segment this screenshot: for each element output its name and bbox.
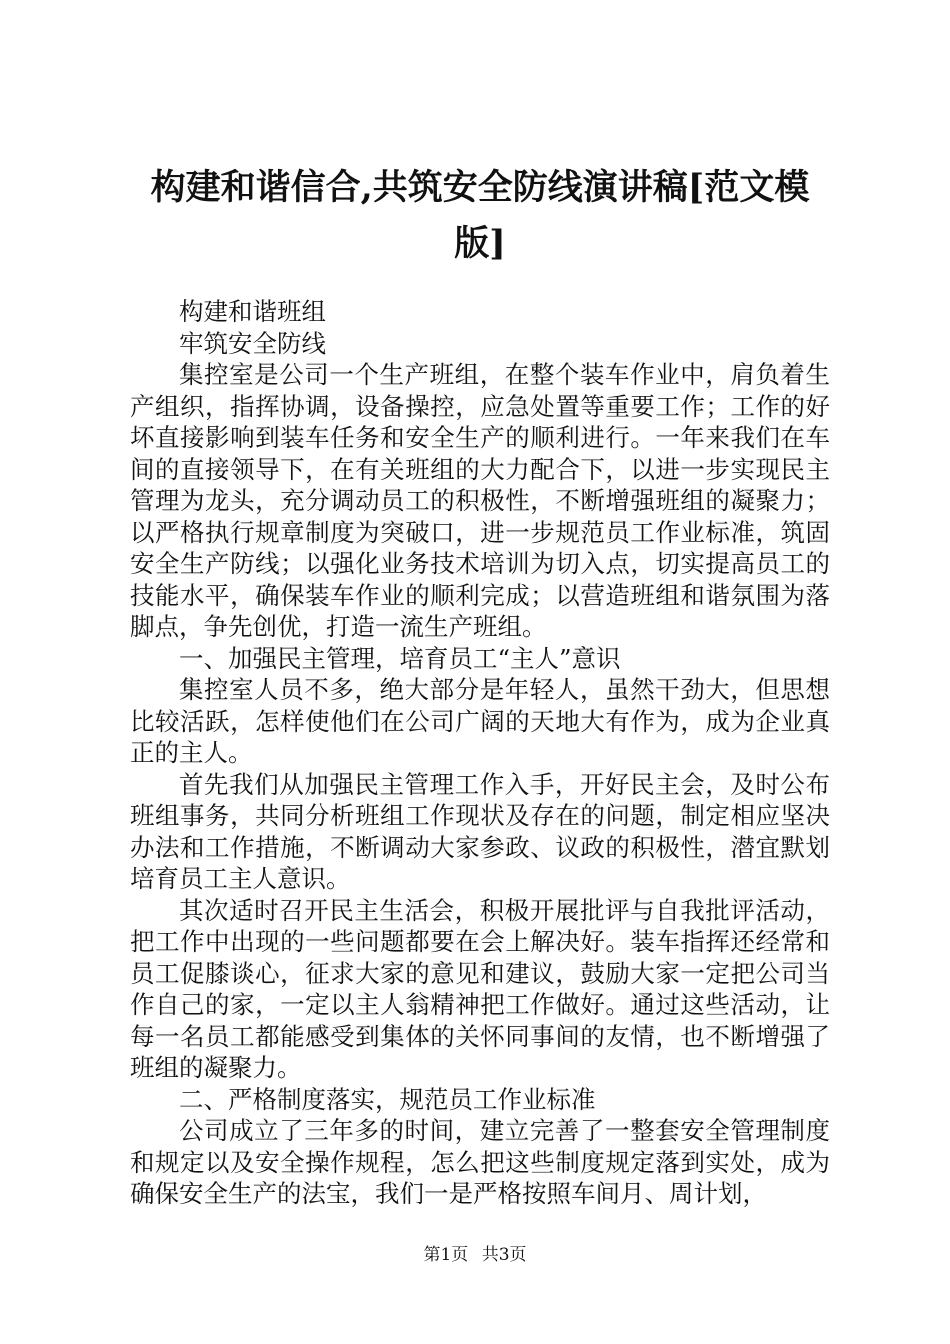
page-footer — [0, 1244, 950, 1266]
paragraph: 构建和谐班组 — [179, 297, 326, 326]
paragraph: 集控室是公司一个生产班组，在整个装车作业中，肩负着生产组织，指挥协调，设备操控，应急处置等重要工作；工作的好坏直接影响到装车任务和安全生产的顺利进行。一年来我们在车间的直接领导下，在有关班组的大力配合下，以进一步实现民主管理为龙头，充分调动员工的积极性，不断增强班组的凝聚力；以严格执行规章制度为突破口，进一步规范员工作业标准，筑固安全生产防线；以强化业务技术培训为切入点，切实提高员工的技能水平，确保装车作业的顺利完成；以营造班组和谐氛围为落脚点，争先创优，打造一流生产班组。 — [130, 360, 830, 641]
paragraph: 集控室人员不多，绝大部分是年轻人，虽然干劲大，但思想比较活跃，怎样使他们在公司广阔的天地大有作为，成为企业真正的主人。 — [130, 675, 830, 767]
section-heading: 二、严格制度落实，规范员工作业标准 — [179, 1084, 596, 1114]
page-number: 第1页 — [423, 1245, 469, 1265]
section-heading: 一、加强民主管理，培育员工“主人”意识 — [179, 643, 621, 673]
paragraph: 公司成立了三年多的时间，建立完善了一整套安全管理制度和规定以及安全操作规程，怎么把这些制度规定落到实处，成为确保安全生产的法宝，我们一是严格按照车间月、周计划， — [130, 1116, 830, 1208]
paragraph: 首先我们从加强民主管理工作入手，开好民主会，及时公布班组事务，共同分析班组工作现状及存在的问题，制定相应坚决办法和工作措施，不断调动大家参政、议政的积极性，潜宜默划培育员工主人意识。 — [130, 769, 830, 893]
document-title: 构建和谐信合,共筑安全防线演讲稿[范文模版] — [150, 167, 810, 264]
paragraph: 牢筑安全防线 — [179, 328, 326, 358]
document-body — [130, 296, 830, 1210]
paragraph: 其次适时召开民主生活会，积极开展批评与自我批评活动，把工作中出现的一些问题都要在会上解决好。装车指挥还经常和员工促膝谈心，征求大家的意见和建议，鼓励大家一定把公司当作自己的家，一定以主人翁精神把工作做好。通过这些活动，让每一名员工都能感受到集体的关怀同事间的友情，也不断增强了班组的凝聚力。 — [130, 895, 830, 1082]
page-total: 共3页 — [481, 1245, 527, 1265]
